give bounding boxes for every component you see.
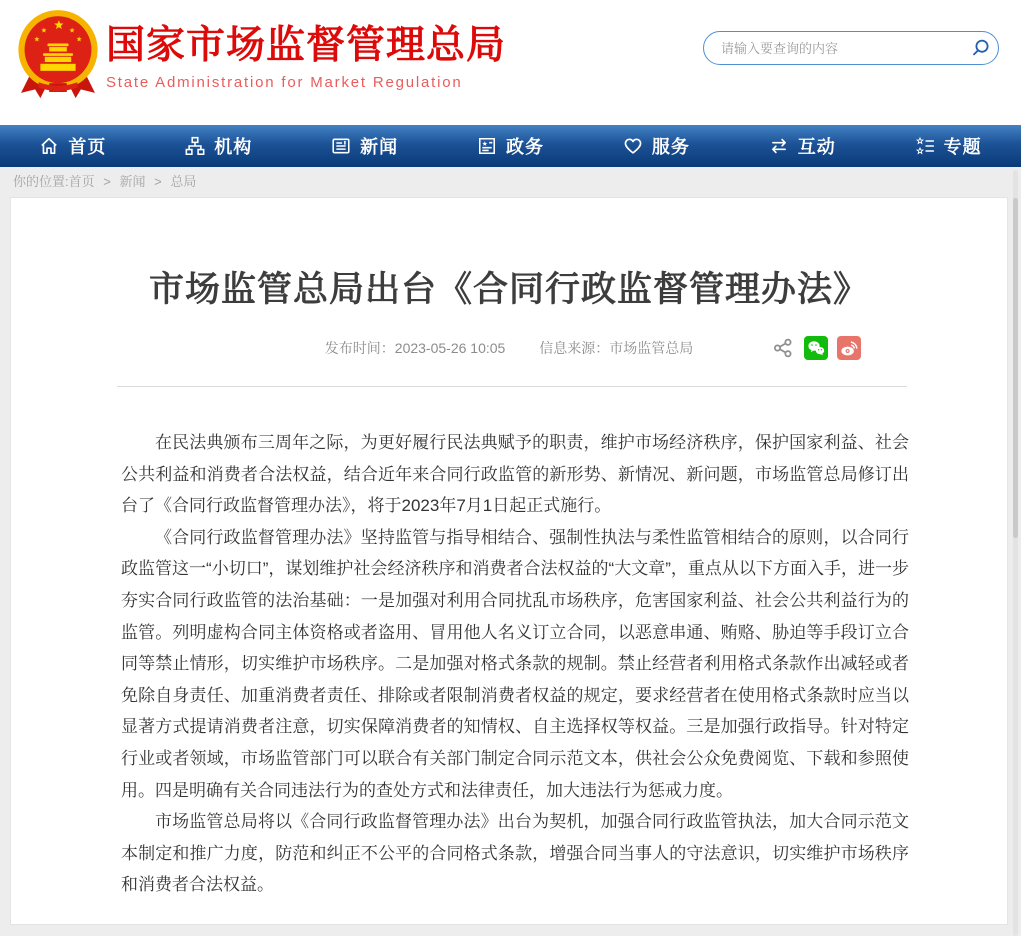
meta-divider [117, 386, 907, 387]
search-icon[interactable] [964, 34, 998, 62]
nav-item-services[interactable] [583, 125, 729, 167]
breadcrumb-separator: > [103, 174, 111, 189]
news-icon [331, 136, 351, 156]
breadcrumb-link-news[interactable]: 新闻 [119, 174, 146, 189]
weibo-icon[interactable] [837, 336, 861, 360]
article-card [10, 197, 1008, 925]
share-bar [771, 336, 861, 360]
nav-item-label: 机构 [214, 137, 253, 157]
breadcrumb-link-home[interactable]: 首页 [68, 174, 95, 189]
nav-item-label: 新闻 [360, 137, 399, 157]
article-paragraph: 在民法典颁布三周年之际，为更好履行民法典赋予的职责，维护市场经济秩序，保护国家利益、社会公共利益和消费者合法权益，结合近年来合同行政监管的新形势、新情况、新问题，市场监管总局修订出台了《合同行政监督管理办法》，将于2023年7月1日起正式施行。 [121, 433, 909, 516]
nav-item-label: 服务 [651, 137, 690, 157]
star-list-icon [915, 136, 935, 156]
share-icon[interactable] [771, 336, 795, 360]
article-meta [11, 336, 1007, 360]
source-label: 信息来源： [539, 340, 610, 356]
publish-time-label: 发布时间： [324, 340, 395, 356]
breadcrumb [0, 167, 1021, 197]
breadcrumb-separator: > [154, 174, 162, 189]
main-nav [0, 125, 1021, 167]
nav-item-interact[interactable] [729, 125, 875, 167]
article-body [121, 427, 909, 901]
publish-time-value: 2023-05-26 10:05 [394, 340, 506, 356]
article-paragraph: 市场监管总局将以《合同行政监督管理办法》出台为契机，加强合同行政监管执法，加大合同示范文本制定和推广力度，防范和纠正不公平的合同格式条款，增强合同当事人的守法意识，切实维护市场秩序和消费者合法权益。 [121, 812, 909, 895]
breadcrumb-link-bureau[interactable]: 总局 [170, 174, 197, 189]
home-icon [39, 136, 59, 156]
search-input[interactable] [704, 41, 964, 56]
gov-doc-icon [477, 136, 497, 156]
source-value: 市场监管总局 [609, 340, 694, 356]
nav-item-home[interactable] [0, 125, 146, 167]
sitemap-icon [185, 136, 205, 156]
article-title: 市场监管总局出台《合同行政监督管理办法》 [148, 270, 869, 309]
nav-item-label: 首页 [68, 137, 107, 157]
site-brand [106, 24, 506, 91]
nav-item-orgs[interactable] [146, 125, 292, 167]
heart-icon [623, 136, 643, 156]
nav-item-label: 政务 [506, 137, 544, 157]
breadcrumb-prefix: 你的位置: [13, 174, 69, 189]
exchange-arrows-icon [769, 136, 789, 156]
search-box[interactable] [703, 31, 999, 65]
national-emblem-logo [14, 8, 102, 102]
nav-item-topics[interactable] [875, 125, 1021, 167]
nav-item-label: 互动 [797, 137, 836, 157]
site-subtitle: State Administration for Market Regulation [106, 74, 463, 91]
scrollbar-thumb[interactable] [1013, 198, 1018, 538]
wechat-icon[interactable] [804, 336, 828, 360]
nav-item-gov-affairs[interactable] [438, 125, 584, 167]
scrollbar[interactable] [1013, 170, 1018, 936]
nav-item-news[interactable] [292, 125, 438, 167]
site-title: 国家市场监督管理总局 [106, 24, 507, 67]
site-header [0, 0, 1021, 125]
nav-item-label: 专题 [943, 137, 982, 157]
article-paragraph: 《合同行政监督管理办法》坚持监管与指导相结合、强制性执法与柔性监管相结合的原则，以合同行政监管这一“小切口”，谋划维护社会经济秩序和消费者合法权益的“大文章”，重点从以下方面入手，进一步夯实合同行政监管的法治基础：一是加强对利用合同扰乱市场秩序，危害国家利益、社会公共利益行为的监管。列明虚构合同主体资格或者盗用、冒用他人名义订立合同，以恶意串通、贿赂、胁迫等手段订立合同等禁止情形，切实维护市场秩序。二是加强对格式条款的规制。禁止经营者利用格式条款作出减轻或者免除自身责任、加重消费者责任、排除或者限制消费者权益的规定，要求经营者在使用格式条款时应当以显著方式提请消费者注意，切实保障消费者的知情权、自主选择权等权益。三是加强行政指导。针对特定行业或者领域，市场监管部门可以联合有关部门制定合同示范文本，供社会公众免费阅览、下载和参照使用。四是明确有关合同违法行为的查处方式和法律责任，加大违法行为惩戒力度。 [121, 527, 909, 800]
